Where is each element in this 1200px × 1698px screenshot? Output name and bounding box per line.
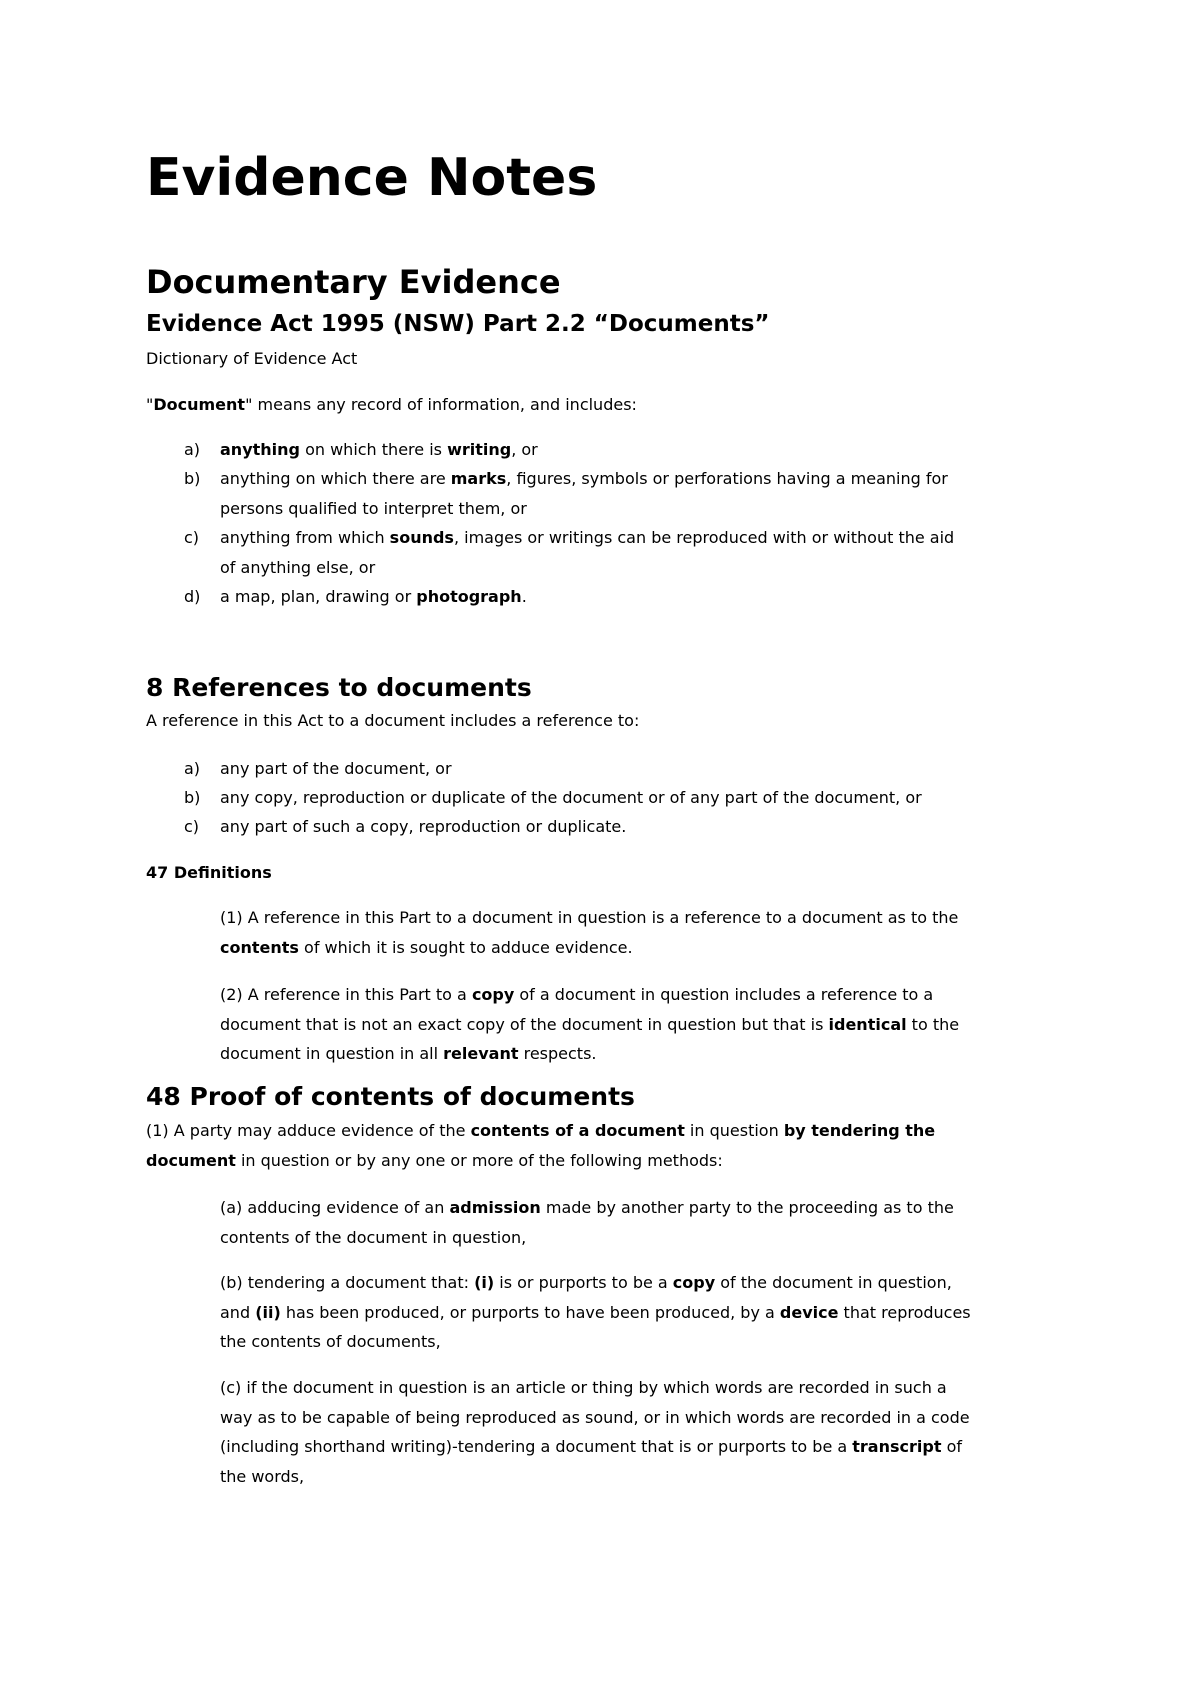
dictionary-label: Dictionary of Evidence Act bbox=[146, 349, 358, 368]
section-heading-documentary-evidence: Documentary Evidence bbox=[146, 263, 561, 301]
definition-intro: "Document" means any record of information, and includes: bbox=[146, 395, 637, 414]
list-label: d) bbox=[184, 587, 201, 606]
section-47-paragraph-2: (2) A reference in this Part to a copy of a document in question includes a reference to a document that is not an exact copy of the document in question but that is identical to the document in question in all relevant respects. bbox=[220, 985, 960, 1063]
section-8-intro: A reference in this Act to a document includes a reference to: bbox=[146, 711, 640, 730]
list-label: b) bbox=[184, 788, 201, 807]
list-text: anything on which there are marks, figures, symbols or perforations having a meaning for persons qualified to interpret them, or bbox=[220, 469, 948, 518]
list-text: any part of such a copy, reproduction or duplicate. bbox=[220, 817, 627, 836]
section-48-intro: (1) A party may adduce evidence of the contents of a document in question by tendering the document in question or by any one or more of the following methods: bbox=[146, 1121, 936, 1170]
list-text: anything on which there is writing, or bbox=[220, 440, 538, 459]
list-text: a map, plan, drawing or photograph. bbox=[220, 587, 527, 606]
section-47-paragraph-1: (1) A reference in this Part to a document in question is a reference to a document as to the contents of which it is sought to adduce evidence. bbox=[220, 908, 959, 957]
list-text: anything from which sounds, images or writings can be reproduced with or without the aid of anything else, or bbox=[220, 528, 955, 577]
list-label: a) bbox=[184, 759, 201, 778]
section-48-paragraph-a: (a) adducing evidence of an admission made by another party to the proceeding as to the contents of the document in question, bbox=[220, 1198, 954, 1247]
section-48-paragraph-c: (c) if the document in question is an article or thing by which words are recorded in such a way as to be capable of being reproduced as sound, or in which words are recorded in a code (including shorthand writing)-tendering a document that is or purports to be a transcript of the words, bbox=[220, 1378, 970, 1486]
list-label: c) bbox=[184, 817, 200, 836]
document-title: Evidence Notes bbox=[146, 148, 598, 208]
list-text: any part of the document, or bbox=[220, 759, 452, 778]
list-text: any copy, reproduction or duplicate of the document or of any part of the document, or bbox=[220, 788, 922, 807]
list-label: b) bbox=[184, 469, 201, 488]
section-48-heading: 48 Proof of contents of documents bbox=[146, 1082, 635, 1111]
section-48-paragraph-b: (b) tendering a document that: (i) is or purports to be a copy of the document in question, and (ii) has been produced, or purports to have been produced, by a device that reproduces the contents of documents, bbox=[220, 1273, 971, 1351]
act-heading: Evidence Act 1995 (NSW) Part 2.2 “Documents” bbox=[146, 311, 770, 337]
list-label: c) bbox=[184, 528, 200, 547]
section-8-heading: 8 References to documents bbox=[146, 673, 532, 702]
section-47-heading: 47 Definitions bbox=[146, 863, 272, 882]
list-label: a) bbox=[184, 440, 201, 459]
